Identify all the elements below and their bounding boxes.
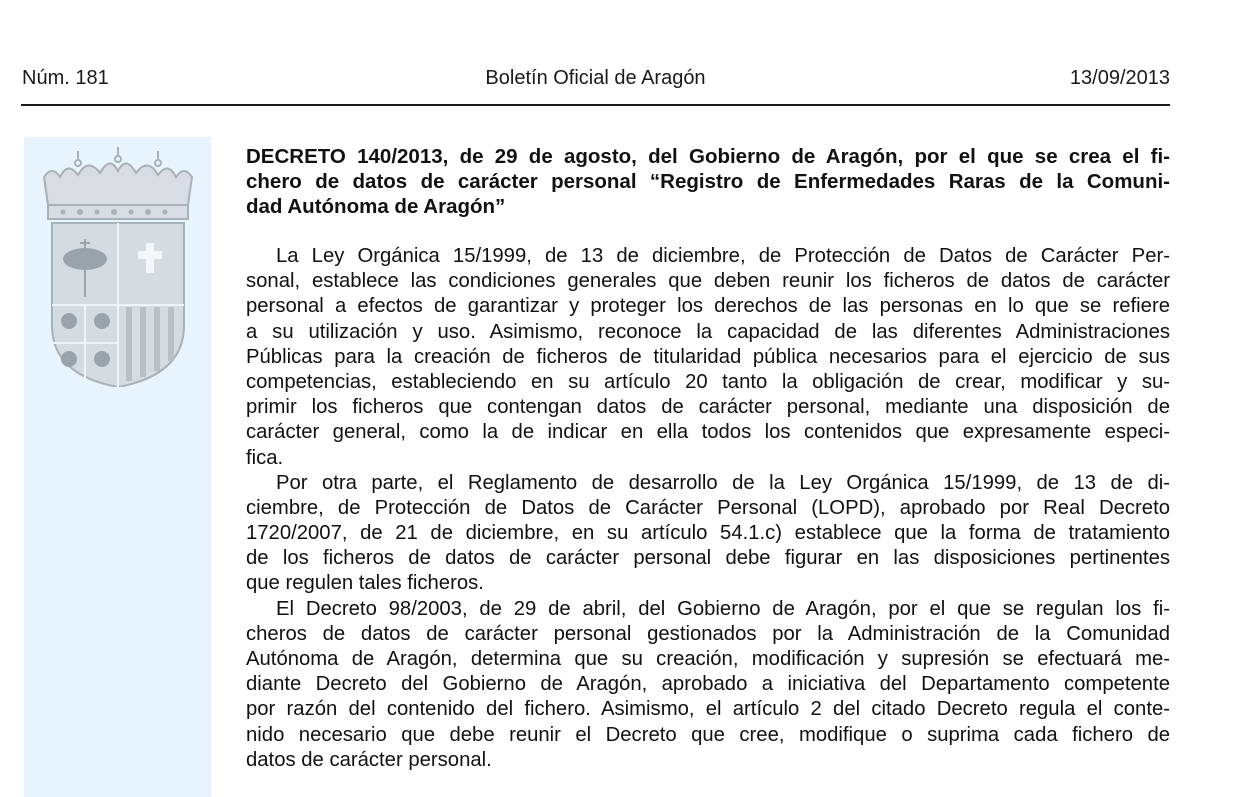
title-line: DECRETO 140/2013, de 29 de agosto, del Gobierno de Aragón, por el que se crea el fi- xyxy=(246,145,1170,168)
title-line: dad Autónoma de Aragón” xyxy=(246,195,506,218)
text-line: personal a efectos de garantizar y proteger los derechos de las personas en lo que se refiere xyxy=(246,295,1170,318)
decree-title xyxy=(246,144,1170,219)
text-line: El Decreto 98/2003, de 29 de abril, del Gobierno de Aragón, por el que se regulan los fi- xyxy=(276,597,1170,620)
text-line: a su utilización y uso. Asimismo, reconoce la capacidad de las diferentes Administraciones xyxy=(246,320,1170,343)
title-line: chero de datos de carácter personal “Registro de Enfermedades Raras de la Comuni- xyxy=(246,170,1170,193)
text-line: La Ley Orgánica 15/1999, de 13 de diciembre, de Protección de Datos de Carácter Per- xyxy=(276,245,1170,267)
text-line: primir los ficheros que contengan datos de carácter personal, mediante una disposición de xyxy=(246,396,1170,419)
text-line: carácter general, como la de indicar en ella todos los contenidos que expresamente especi- xyxy=(246,421,1170,444)
text-line: de los ficheros de datos de carácter personal debe figurar en las disposiciones pertinentes xyxy=(246,547,1170,570)
paragraph-1 xyxy=(246,244,1170,471)
text-line: cheros de datos de carácter personal gestionados por la Administración de la Comunidad xyxy=(246,622,1170,645)
text-line: sonal, establece las condiciones generales que deben reunir los ficheros de datos de carácter xyxy=(246,270,1170,293)
text-line: por razón del contenido del fichero. Asimismo, el artículo 2 del citado Decreto regula el conte- xyxy=(246,698,1170,721)
text-line: que regulen tales ficheros. xyxy=(246,572,484,595)
text-line: fica. xyxy=(246,446,284,469)
sidebar-panel xyxy=(24,137,211,797)
text-line: nido necesario que debe reunir el Decreto que cree, modifique o suprima cada fichero de xyxy=(246,723,1170,746)
issue-number: Núm. 181 xyxy=(22,67,109,89)
publication-title: Boletín Oficial de Aragón xyxy=(485,67,706,89)
text-line: ciembre, de Protección de Datos de Carácter Personal (LOPD), aprobado por Real Decreto xyxy=(246,496,1170,519)
paragraph-2 xyxy=(246,471,1170,597)
text-line: Autónoma de Aragón, determina que su creación, modificación y supresión se efectuará me- xyxy=(246,648,1170,670)
text-line: Públicas para la creación de ficheros de titularidad pública necesarios para el ejercicio de sus xyxy=(246,345,1170,368)
paragraph-3 xyxy=(246,597,1170,773)
coat-of-arms-icon xyxy=(38,147,198,387)
publication-date: 13/09/2013 xyxy=(1069,67,1170,89)
decree-body xyxy=(246,244,1170,773)
text-line: 1720/2007, de 21 de diciembre, en su artículo 54.1.c) establece que la forma de tratamiento xyxy=(246,522,1170,545)
text-line: datos de carácter personal. xyxy=(246,748,492,771)
text-line: Por otra parte, el Reglamento de desarrollo de la Ley Orgánica 15/1999, de 13 de di- xyxy=(276,471,1170,494)
text-line: diante Decreto del Gobierno de Aragón, aprobado a iniciativa del Departamento competente xyxy=(246,673,1170,696)
text-line: competencias, estableciendo en su artículo 20 tanto la obligación de crear, modificar y su- xyxy=(246,370,1170,393)
header-rule xyxy=(21,104,1170,106)
